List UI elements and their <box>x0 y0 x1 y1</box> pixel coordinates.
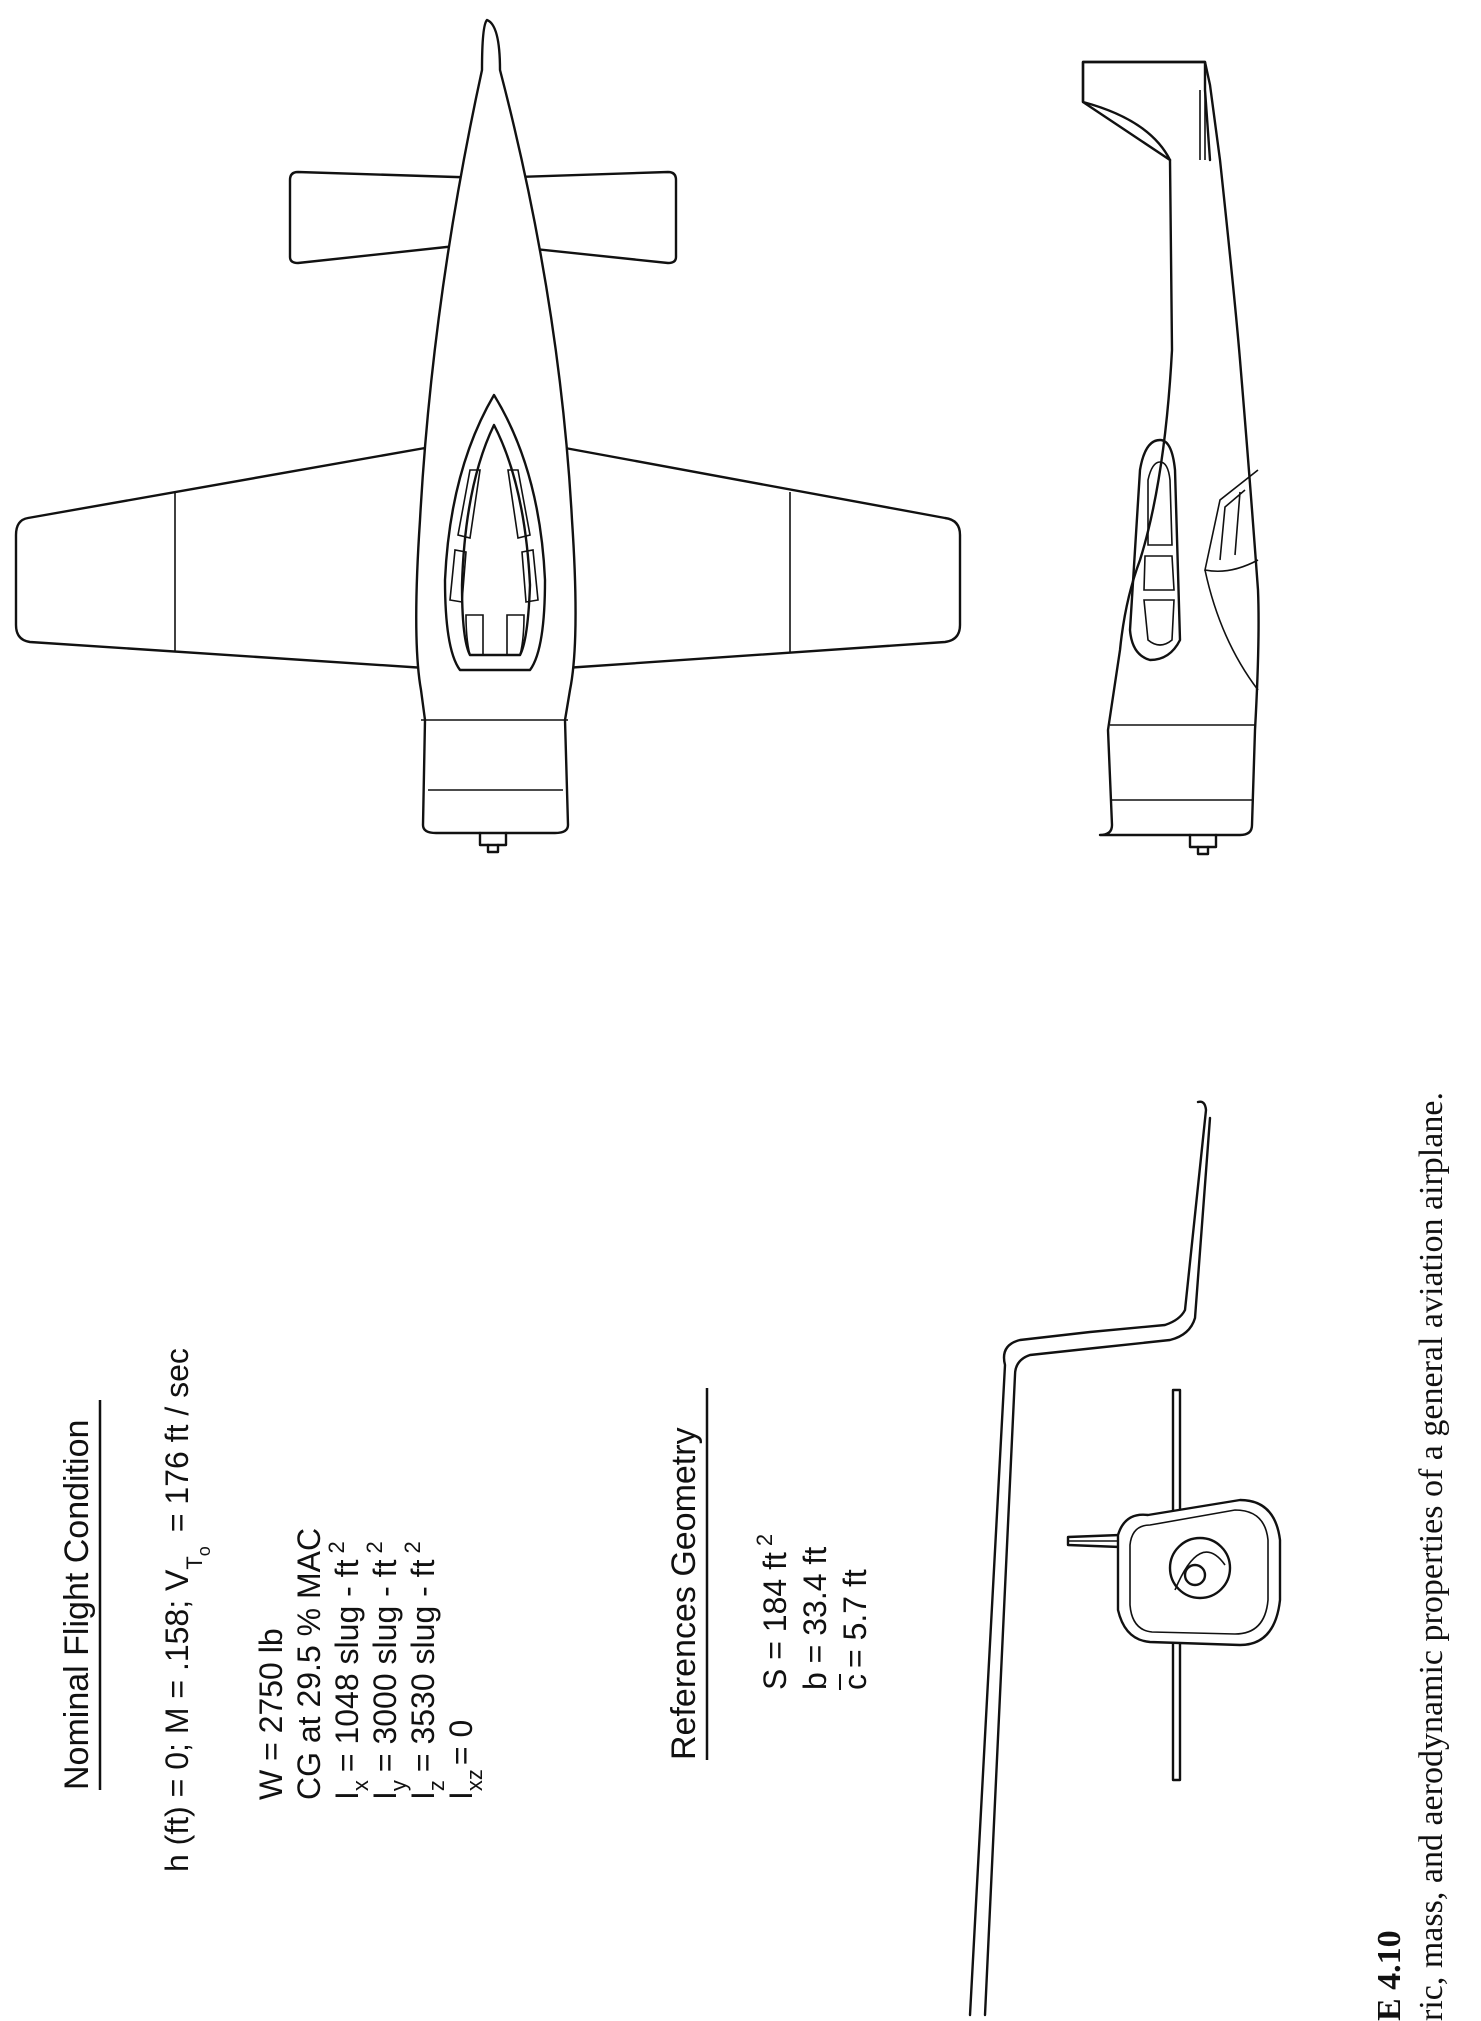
weight-value: W = 2750 lb <box>253 1628 289 1800</box>
flight-condition-line: h (ft) = 0; M = .158; $V_{To}= 176$ ft / sec <box>159 1348 214 1872</box>
front-view-drawing <box>970 1102 1280 2015</box>
caption-label: E 4.10 <box>1371 1930 1408 2021</box>
mean-chord-value: c= 5.7 ft <box>837 1569 873 1690</box>
caption-text: ric, mass, and aerodynamic properties of a general aviation airplane. <box>1413 1092 1450 2021</box>
top-view-drawing <box>16 20 960 852</box>
nominal-flight-condition-title: Nominal Flight Condition <box>58 1419 96 1790</box>
ix-value: $I_x= 1048$ slug - $ft^2$ <box>324 1541 373 1800</box>
cg-value: CG at 29.5 % MAC <box>291 1527 327 1800</box>
side-view-spinner <box>1190 835 1216 847</box>
ixz-value: $I_{xz}= 0$ <box>443 1719 487 1800</box>
nominal-flight-condition-block <box>58 1348 487 1872</box>
front-view-fuselage <box>1118 1500 1280 1645</box>
wing-area-value: S = 184 $ft^2$ <box>752 1533 793 1690</box>
iy-value: $I_y= 3000$ slug - $ft^2$ <box>362 1541 411 1800</box>
top-view-spinner <box>480 833 506 845</box>
side-view-drawing <box>1083 62 1259 854</box>
reference-geometry-block <box>665 1388 873 1760</box>
wing-span-value: b = 33.4 ft <box>797 1546 833 1690</box>
iz-value: $I_z= 3530$ slug - $ft^2$ <box>400 1541 449 1800</box>
reference-geometry-title: References Geometry <box>665 1427 703 1760</box>
figure-caption <box>1371 1092 1450 2021</box>
